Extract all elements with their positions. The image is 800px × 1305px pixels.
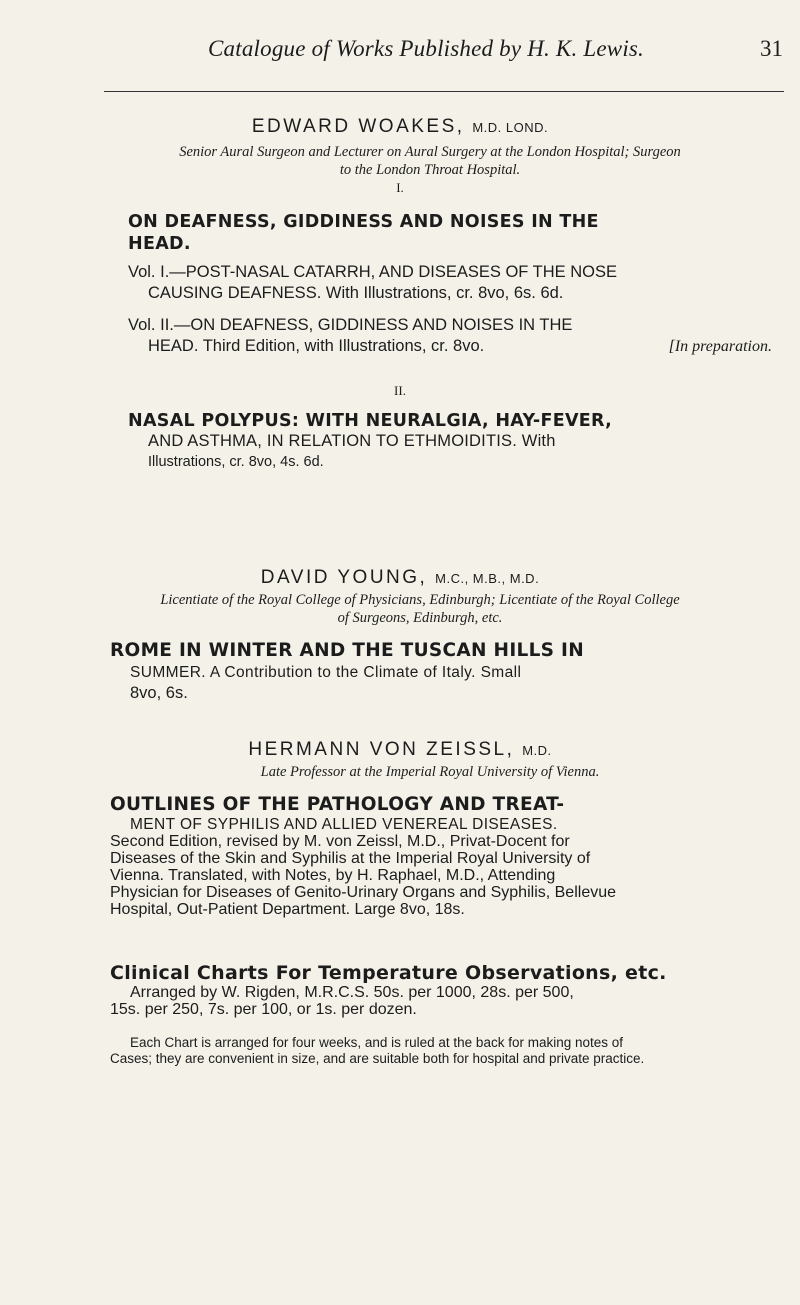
author-heading-zeissl: [0, 739, 800, 761]
text-line: Physician for Diseases of Genito-Urinary Organs and Syphilis, Bellevue: [110, 884, 617, 901]
text-line: CAUSING DEAFNESS. With Illustrations, cr. 8vo, 6s. 6d.: [148, 284, 564, 302]
work-title-clinical-charts: [110, 962, 790, 984]
text-line: SUMMER. A Contribution to the Climate of Italy. Small: [130, 664, 522, 681]
work-title-deafness: [128, 211, 788, 255]
text-line: Vienna. Translated, with Notes, by H. Raphael, M.D., Attending: [110, 867, 556, 884]
text-line: Second Edition, revised by M. von Zeissl, M.D., Privat-Docent for: [110, 833, 570, 850]
in-preparation-note: [In preparation.: [668, 338, 772, 355]
author-degrees: M.D. LOND.: [472, 120, 549, 135]
author-name: HERMANN VON ZEISSL,: [248, 739, 515, 760]
affiliation-line: Licentiate of the Royal College of Physicians, Edinburgh; Licentiate of the Royal College: [160, 592, 680, 608]
author-degrees: M.D.: [522, 743, 552, 758]
text-line: Each Chart is arranged for four weeks, and is ruled at the back for making notes of: [130, 1035, 624, 1050]
title-line: ROME IN WINTER AND THE TUSCAN HILLS IN: [110, 640, 585, 661]
author-affiliation-zeissl: [100, 763, 760, 781]
work-title-rome: [110, 640, 790, 662]
volume-1-description: [128, 262, 788, 304]
page-number: 31: [760, 36, 783, 61]
text-line: Diseases of the Skin and Syphilis at the Imperial Royal University of: [110, 850, 591, 867]
text-line: Cases; they are convenient in size, and are suitable both for hospital and private practice.: [110, 1051, 645, 1066]
author-affiliation-woakes: [100, 143, 760, 179]
text-line: MENT OF SYPHILIS AND ALLIED VENEREAL DISEASES.: [130, 816, 558, 833]
work-body-rome: [110, 662, 790, 704]
text-line: Vol. II.—ON DEAFNESS, GIDDINESS AND NOISES IN THE: [128, 316, 573, 334]
work-body-syphilis: [110, 816, 790, 918]
author-name: DAVID YOUNG,: [260, 567, 428, 588]
author-heading-young: [0, 567, 800, 589]
text-line: Hospital, Out-Patient Department. Large 8vo, 18s.: [110, 901, 465, 918]
affiliation-line: of Surgeons, Edinburgh, etc.: [337, 610, 503, 626]
work-body-nasal-polypus: [128, 431, 788, 473]
author-name: EDWARD WOAKES,: [251, 116, 465, 137]
running-head: [0, 36, 800, 76]
title-line: NASAL POLYPUS: WITH NEURALGIA, HAY-FEVER,: [128, 411, 613, 431]
work-number: I.: [396, 180, 404, 195]
volume-2-description: [128, 315, 788, 357]
text-line: Illustrations, cr. 8vo, 4s. 6d.: [148, 454, 324, 470]
text-line-content: HEAD. Third Edition, with Illustrations, cr. 8vo.: [148, 337, 485, 355]
affiliation-line: Late Professor at the Imperial Royal University of Vienna.: [260, 764, 600, 780]
title-line: Clinical Charts For Temperature Observations, etc.: [110, 962, 667, 984]
work-body-clinical-charts: [110, 984, 790, 1018]
author-degrees: M.C., M.B., M.D.: [435, 571, 540, 586]
title-line: HEAD.: [128, 234, 191, 254]
text-line: 15s. per 250, 7s. per 100, or 1s. per dozen.: [110, 1001, 417, 1018]
author-heading-woakes: [0, 116, 800, 138]
work-title-nasal-polypus: [128, 410, 788, 432]
work-title-syphilis: [110, 794, 790, 816]
affiliation-line: to the London Throat Hospital.: [339, 162, 521, 178]
clinical-charts-note: [110, 1035, 790, 1067]
work-number: II.: [394, 383, 406, 398]
title-line: OUTLINES OF THE PATHOLOGY AND TREAT-: [110, 794, 565, 815]
text-line: Vol. I.—POST-NASAL CATARRH, AND DISEASES OF THE NOSE: [128, 263, 618, 281]
affiliation-line: Senior Aural Surgeon and Lecturer on Aural Surgery at the London Hospital; Surgeon: [179, 144, 681, 160]
header-rule: [104, 91, 784, 92]
text-line: [128, 336, 788, 357]
text-line: Arranged by W. Rigden, M.R.C.S. 50s. per 1000, 28s. per 500,: [130, 984, 574, 1001]
text-line: AND ASTHMA, IN RELATION TO ETHMOIDITIS. With: [148, 432, 556, 450]
text-line: 8vo, 6s.: [130, 684, 188, 702]
author-affiliation-young: [70, 591, 770, 627]
running-head-title: Catalogue of Works Published by H. K. Lewis.: [208, 36, 645, 61]
title-line: ON DEAFNESS, GIDDINESS AND NOISES IN THE: [128, 212, 599, 232]
